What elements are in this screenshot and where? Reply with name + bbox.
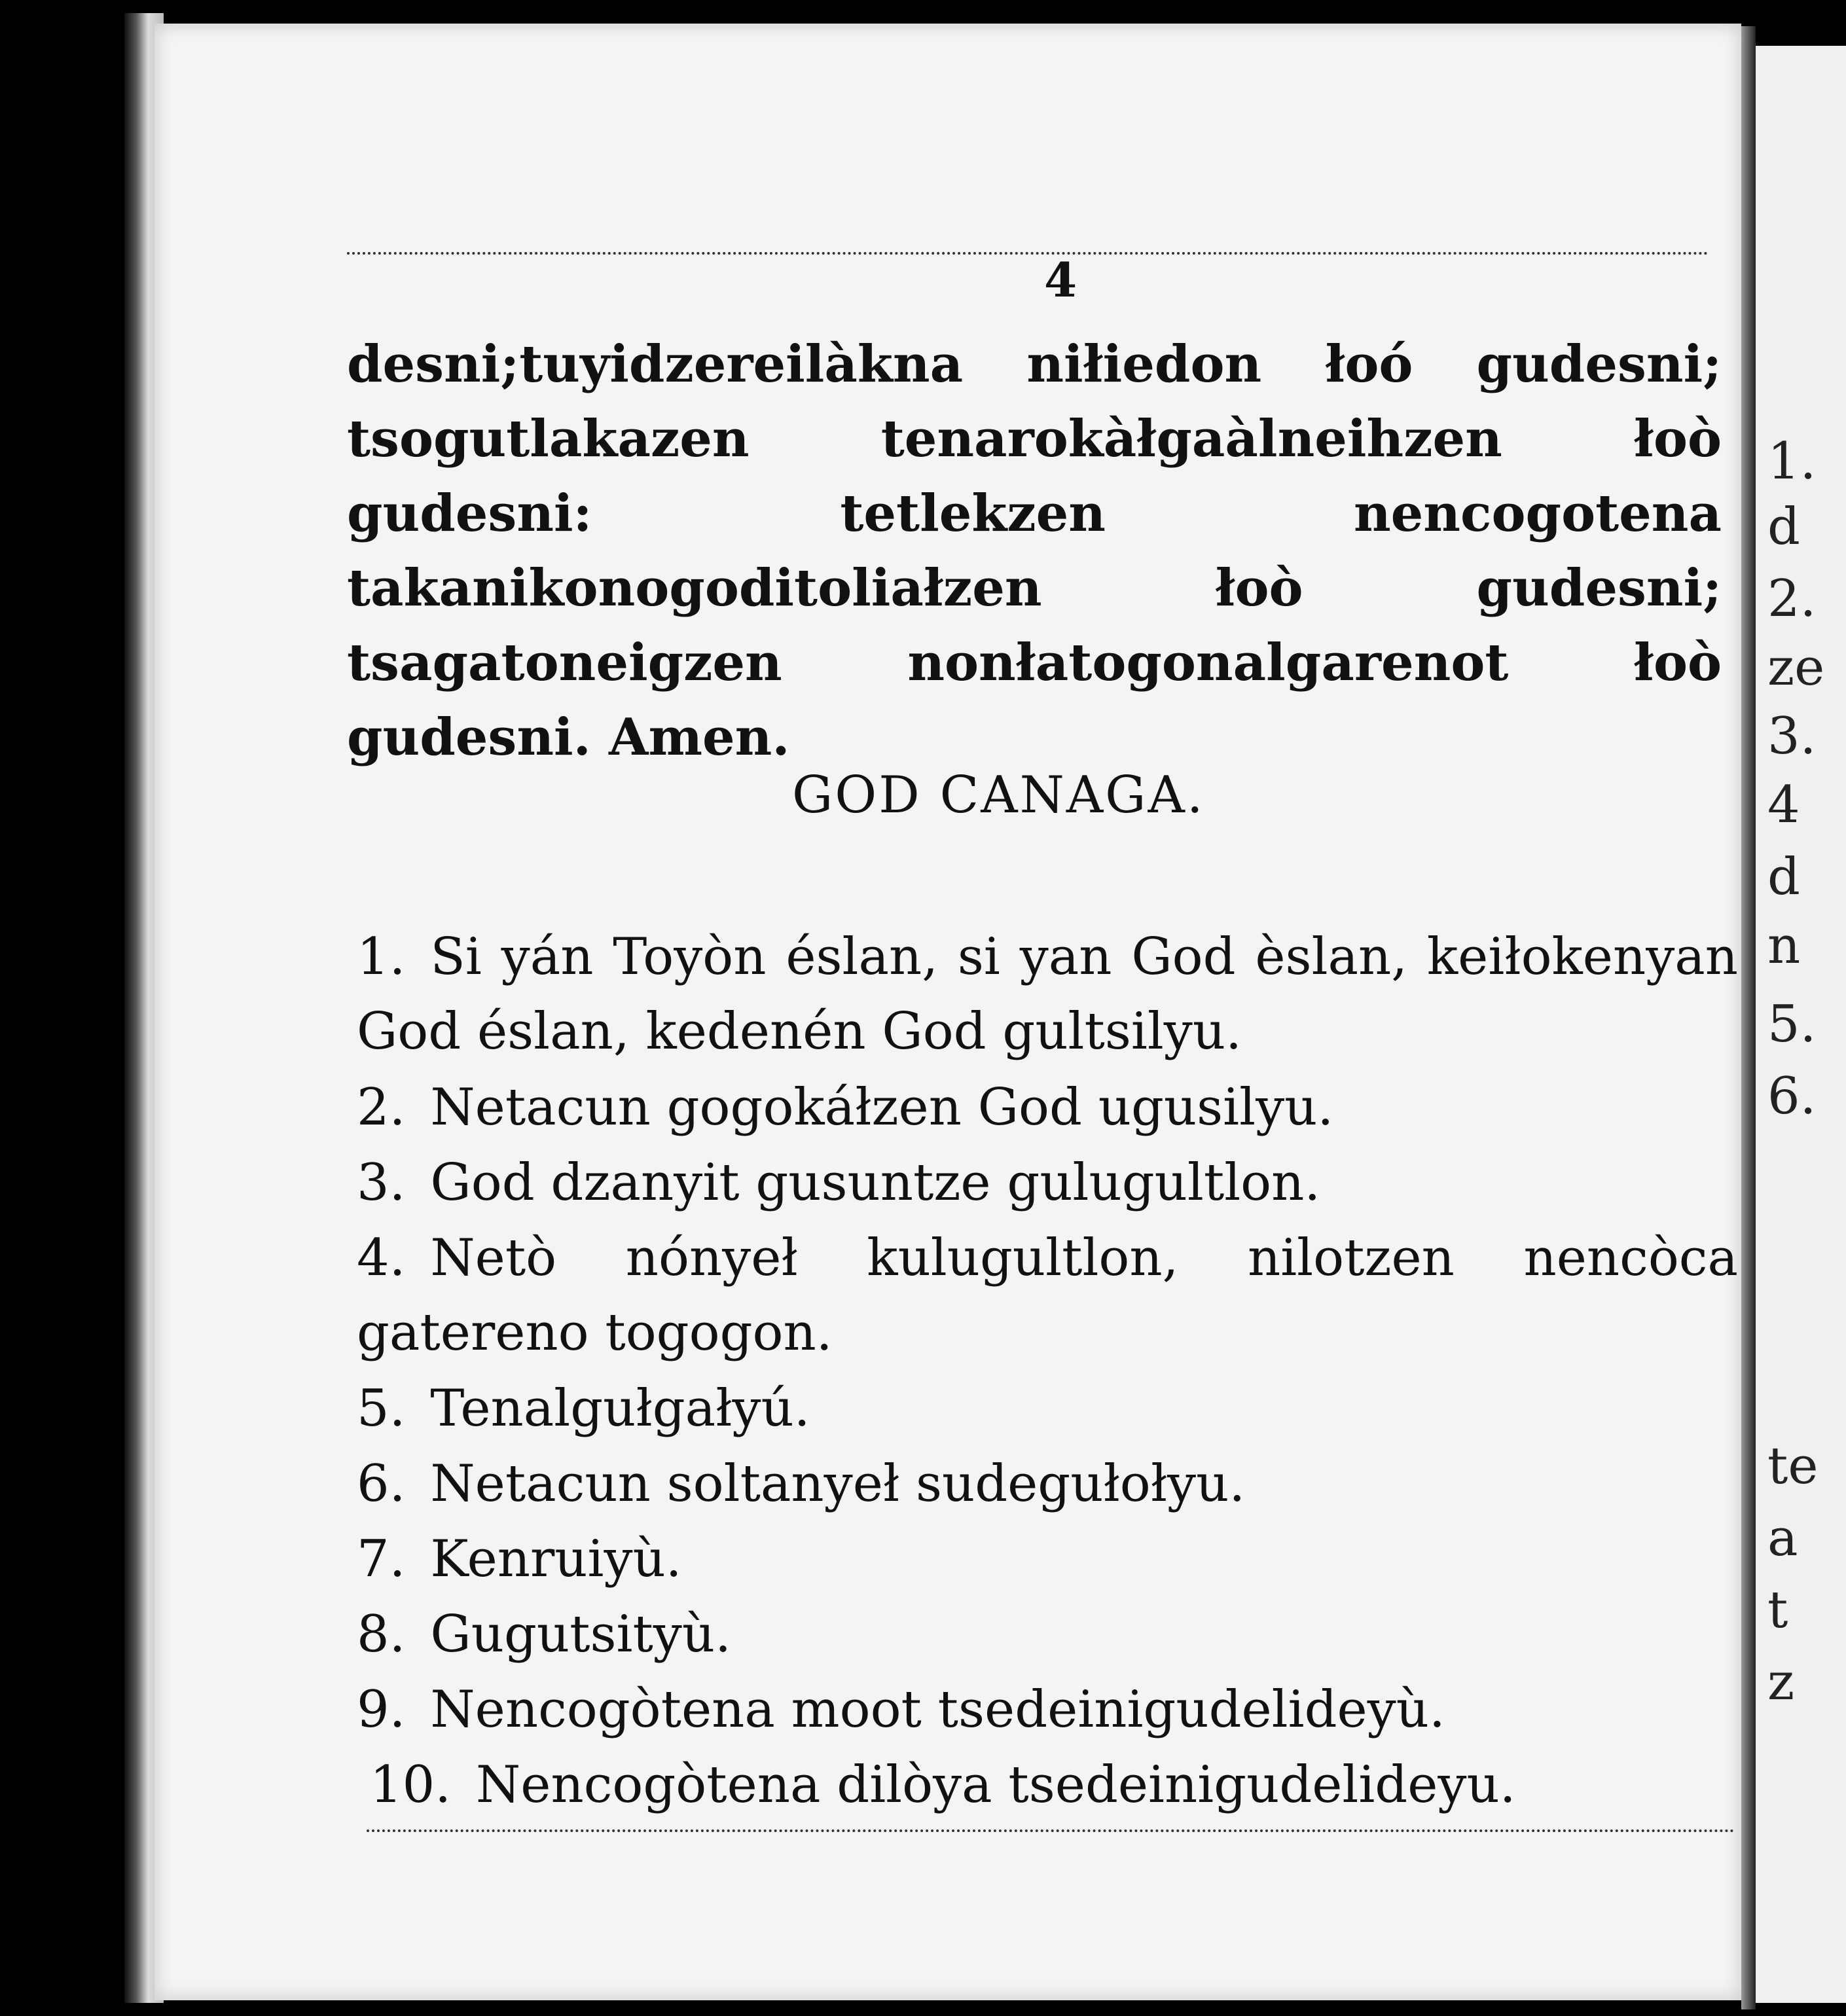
commandment-number: 1. [357,927,406,986]
commandment-number: 6. [357,1454,406,1513]
commandment-text: Nencogòtena moot tsedeinigudelideyù. [430,1680,1445,1739]
book-gutter [1741,26,1756,2009]
commandment-text: God dzanyit gusuntze gulugultlon. [430,1153,1321,1212]
commandment-text: Netò nónyeł kulugultlon, nilotzen nencòca gatereno togogon. [357,1229,1738,1362]
facing-text: d [1767,497,1800,556]
facing-text: a [1767,1509,1798,1568]
facing-text: 3. [1767,707,1817,766]
commandment-item [357,1371,1738,1446]
opening-paragraph: desni;tuyidzereilàkna niłiedon łoó gudesni; tsogutlakazen tenarokàłgaàlneihzen łoò gudesni: tetlekzen nencogotena takanikonogoditoliałzen łoò gudesni; tsagatoneigzen nonłatogonalgarenot łoò gudesni. Amen. [347,334,1722,767]
facing-text: te [1767,1437,1819,1496]
facing-text: t [1767,1581,1788,1640]
facing-text: ze [1767,638,1825,697]
commandment-item [357,1070,1738,1145]
commandment-text: Tenalgułgałyú. [430,1379,810,1438]
facing-text: n [1767,916,1801,975]
commandment-item [357,920,1738,1069]
commandment-number: 4. [357,1229,406,1287]
facing-text: 2. [1767,569,1817,628]
commandment-text: Kenruiyù. [430,1530,682,1589]
commandment-text: Gugutsityù. [430,1605,731,1664]
commandment-item [357,1597,1738,1672]
commandment-number: 3. [357,1153,406,1212]
commandment-text: Nencogòtena dilòya tsedeinigudelideyu. [476,1755,1516,1814]
facing-text: 4 [1767,776,1800,835]
facing-text: 6. [1767,1067,1817,1126]
facing-text: 5. [1767,995,1817,1054]
commandment-number: 8. [357,1605,406,1664]
facing-text: z [1767,1653,1795,1712]
commandment-text: Si yán Toyòn éslan, si yan God èslan, keiłokenyan God éslan, kedenén God gultsilyu. [357,927,1738,1061]
commandment-item [357,1522,1738,1596]
commandment-text: Netacun soltanyeł sudegułołyu. [430,1454,1246,1513]
facing-text: 1. [1767,432,1817,491]
commandment-item [357,1145,1738,1220]
commandment-number: 2. [357,1078,406,1137]
section-heading: GOD CANAGA. [792,766,1205,825]
commandment-item [357,1672,1738,1747]
commandment-item [357,1221,1738,1370]
facing-page-fragment [1756,46,1846,2003]
facing-text: d [1767,848,1800,907]
commandment-number: 5. [357,1379,406,1438]
commandment-number: 7. [357,1530,406,1589]
commandment-number: 9. [357,1680,406,1739]
commandment-item [357,1447,1738,1521]
commandment-number: 10. [370,1755,452,1814]
page-number: 4 [1044,252,1077,308]
top-rule [347,252,1709,261]
commandment-item [370,1748,1751,1822]
commandment-text: Netacun gogokáłzen God ugusilyu. [430,1078,1334,1137]
bottom-rule [367,1829,1735,1839]
